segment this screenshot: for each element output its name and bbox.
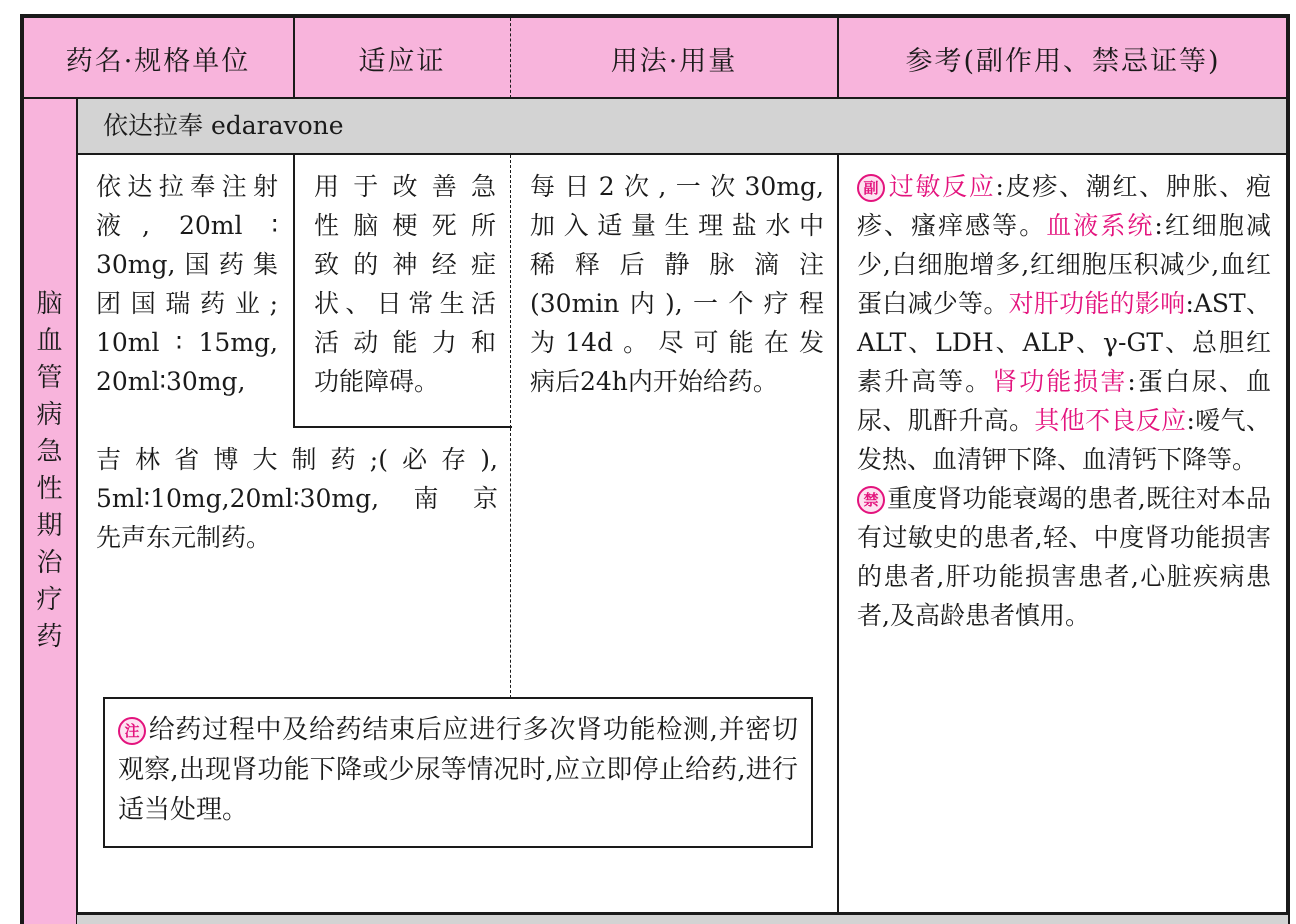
usage-line: 病后24h内开始给药。 [530, 367, 778, 396]
spec-indication-divider [293, 155, 295, 428]
indication-line: 状、日常生活 [314, 289, 496, 318]
header-reference: 参考(副作用、禁忌证等) [905, 45, 1221, 77]
usage-text [530, 167, 824, 401]
reference-heading: 其他不良反应 [1034, 406, 1187, 435]
header-usage: 用法·用量 [610, 45, 738, 77]
indication-text [314, 167, 496, 401]
category-divider [76, 99, 78, 924]
header-drug-name: 药名·规格单位 [65, 45, 251, 77]
category-char: 性 [36, 474, 63, 504]
usage-line: 为14d。尽可能在发 [530, 328, 824, 357]
usage-line: (30min内),一个疗程 [530, 289, 824, 318]
category-char: 治 [36, 548, 63, 578]
spec-narrow-line: 团国瑞药业; [96, 289, 278, 318]
reference-detail: :嗳气、发热、血清钾下降、血清钙下降等。 [857, 406, 1271, 474]
contraindication-badge-icon: 禁 [857, 486, 885, 514]
indication-line: 性脑梗死所 [314, 211, 496, 240]
category-char: 疗 [36, 585, 63, 615]
category-char: 药 [36, 622, 63, 652]
spec-text-narrow [96, 167, 278, 401]
spec-narrow-line: 20ml∶30mg, [96, 367, 246, 396]
indication-bottom-line [293, 426, 512, 428]
reference-heading: 血液系统 [1046, 211, 1155, 240]
spec-usage-divider [510, 428, 511, 698]
note-badge-icon: 注 [118, 717, 146, 745]
header-indication: 适应证 [358, 45, 446, 77]
reference-heading: 对肝功能的影响 [1008, 289, 1186, 318]
category-vertical-text [22, 286, 77, 656]
drug-band-bottom-line [77, 153, 1288, 155]
indication-line: 功能障碍。 [314, 367, 440, 396]
drug-name: 依达拉奉 edaravone [103, 111, 344, 140]
side-effects-paragraph [857, 167, 1271, 479]
indication-usage-divider [510, 155, 511, 428]
spec-text-wide [96, 440, 498, 557]
category-char: 血 [36, 326, 63, 356]
note-text [118, 710, 798, 830]
spec-wide-line: 先声东元制药。 [96, 523, 272, 552]
indication-line: 活动能力和 [314, 328, 496, 357]
table-right-border [1286, 14, 1290, 924]
reference-detail: :红细胞减少,白细胞增多,红细胞压积减少,血红蛋白减少等。 [857, 211, 1271, 318]
spec-narrow-line: 液, 20ml ∶ [96, 211, 278, 240]
indication-line: 致的神经症 [314, 250, 496, 279]
indication-line: 用于改善急 [314, 172, 496, 201]
usage-line: 每日2次,一次30mg, [530, 172, 824, 201]
usage-line: 稀释后静脉滴注 [530, 250, 824, 279]
usage-line: 加入适量生理盐水中 [530, 211, 824, 240]
reference-heading: 肾功能损害 [992, 367, 1128, 396]
header-divider-3 [837, 18, 839, 98]
header-divider-1 [293, 18, 295, 98]
reference-detail: :AST、ALT、LDH、ALP、γ-GT、总胆红素升高等。 [857, 289, 1271, 396]
reference-detail: :皮疹、潮红、肿胀、疱疹、瘙痒感等。 [857, 172, 1271, 240]
category-char: 急 [36, 437, 63, 467]
contraindication-text: 重度肾功能衰竭的患者,既往对本品有过敏史的患者,轻、中度肾功能损害的患者,肝功能损害患者,心脏疾病患者,及高龄患者慎用。 [857, 484, 1271, 630]
reference-heading: 过敏反应 [887, 172, 996, 201]
contraindication-paragraph [857, 479, 1271, 635]
next-row-band [77, 915, 1288, 924]
usage-reference-divider [837, 155, 839, 915]
category-char: 病 [36, 400, 63, 430]
header-divider-2 [510, 18, 511, 98]
spec-wide-line: 5ml∶10mg,20ml∶30mg,南京 [96, 484, 498, 513]
reference-detail: :蛋白尿、血尿、肌酐升高。 [857, 367, 1271, 435]
reference-text [857, 167, 1271, 635]
spec-wide-line: 吉林省博大制药;(必存), [96, 445, 498, 474]
category-char: 期 [36, 511, 63, 541]
note-body: 给药过程中及给药结束后应进行多次肾功能检测,并密切观察,出现肾功能下降或少尿等情况时,应立即停止给药,进行适当处理。 [118, 715, 798, 825]
table-left-border [20, 14, 24, 924]
spec-narrow-line: 依达拉奉注射 [96, 172, 278, 201]
spec-narrow-line: 10ml ∶ 15mg, [96, 328, 278, 357]
category-char: 管 [36, 363, 63, 393]
side-effect-badge-icon: 副 [857, 174, 885, 202]
spec-narrow-line: 30mg,国药集 [96, 250, 278, 279]
category-char: 脑 [36, 289, 63, 319]
